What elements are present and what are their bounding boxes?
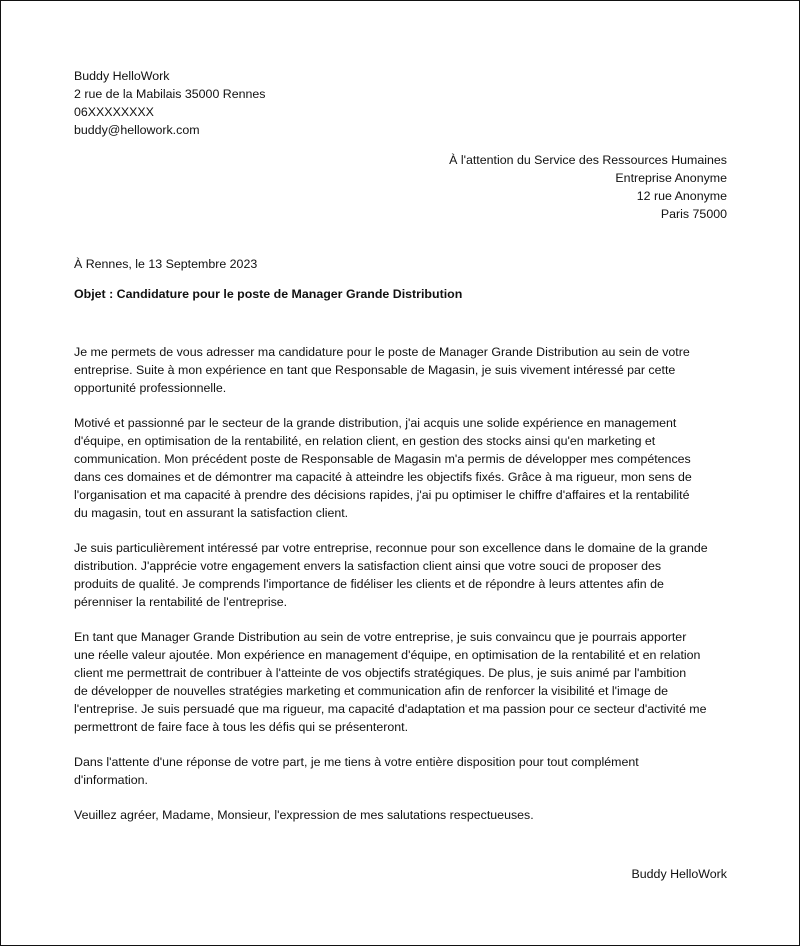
text-line: entreprise. Suite à mon expérience en tant que Responsable de Magasin, je suis vivement intéressé par cette xyxy=(74,363,676,377)
paragraph xyxy=(74,753,734,789)
text-line: de développer de nouvelles stratégies marketing et communication afin de renforcer la visibilité et l'image de xyxy=(74,684,668,698)
sender-block xyxy=(74,67,266,139)
sender-name: Buddy HelloWork xyxy=(74,69,170,83)
sender-email: buddy@hellowork.com xyxy=(74,123,200,137)
sender-phone: 06XXXXXXXX xyxy=(74,105,154,119)
text-line: distribution. J'apprécie votre engagement envers la satisfaction client ainsi que votre souci de proposer des xyxy=(74,559,662,573)
text-line: client me permettrait de contribuer à l'atteinte de vos objectifs stratégiques. De plus, je suis animé par l'ambition xyxy=(74,666,687,680)
text-line: communication. Mon précédent poste de Responsable de Magasin m'a permis de développer mes compétences xyxy=(74,452,691,466)
recipient-company: Entreprise Anonyme xyxy=(615,171,727,185)
paragraph xyxy=(74,806,734,824)
text-line: permettront de faire face à tous les défis qui se présenteront. xyxy=(74,720,409,734)
paragraph xyxy=(74,628,734,736)
text-line: d'information. xyxy=(74,773,148,787)
text-line: En tant que Manager Grande Distribution au sein de votre entreprise, je suis convaincu que je pourrais apporter xyxy=(74,630,687,644)
text-line: du magasin, tout en assurant la satisfaction client. xyxy=(74,506,349,520)
paragraph xyxy=(74,414,734,522)
signature: Buddy HelloWork xyxy=(631,867,727,881)
recipient-street: 12 rue Anonyme xyxy=(636,189,727,203)
text-line: Je me permets de vous adresser ma candidature pour le poste de Manager Grande Distribution au sein de votre xyxy=(74,345,690,359)
sender-address: 2 rue de la Mabilais 35000 Rennes xyxy=(74,87,266,101)
subject-line: Objet : Candidature pour le poste de Manager Grande Distribution xyxy=(74,287,463,301)
letter-body xyxy=(74,343,734,841)
paragraph xyxy=(74,539,734,611)
text-line: Motivé et passionné par le secteur de la grande distribution, j'ai acquis une solide expérience en management xyxy=(74,416,677,430)
recipient-attention: À l'attention du Service des Ressources Humaines xyxy=(449,153,727,167)
paragraph xyxy=(74,343,734,397)
text-line: Je suis particulièrement intéressé par votre entreprise, reconnue pour son excellence dans le domaine de la grande xyxy=(74,541,708,555)
recipient-city: Paris 75000 xyxy=(660,207,727,221)
text-line: opportunité professionnelle. xyxy=(74,381,227,395)
recipient-block xyxy=(449,151,727,223)
text-line: Veuillez agréer, Madame, Monsieur, l'expression de mes salutations respectueuses. xyxy=(74,808,534,822)
date-line: À Rennes, le 13 Septembre 2023 xyxy=(74,257,258,271)
text-line: Dans l'attente d'une réponse de votre part, je me tiens à votre entière disposition pour tout complément xyxy=(74,755,639,769)
text-line: l'organisation et ma capacité à prendre des décisions rapides, j'ai pu optimiser le chiffre d'affaires et la rentabilité xyxy=(74,488,690,502)
text-line: produits de qualité. Je comprends l'importance de fidéliser les clients et de répondre à leurs attentes afin de xyxy=(74,577,664,591)
text-line: l'entreprise. Je suis persuadé que ma rigueur, ma capacité d'adaptation et ma passion pour ce secteur d'activité me xyxy=(74,702,707,716)
text-line: d'équipe, en optimisation de la rentabilité, en relation client, en gestion des stocks ainsi qu'en marketing et xyxy=(74,434,656,448)
text-line: pérenniser la rentabilité de l'entreprise. xyxy=(74,595,288,609)
text-line: une réelle valeur ajoutée. Mon expérience en management d'équipe, en optimisation de la rentabilité et en relation xyxy=(74,648,701,662)
text-line: dans ces domaines et de démontrer ma capacité à atteindre les objectifs fixés. Grâce à ma rigueur, mon sens de xyxy=(74,470,692,484)
